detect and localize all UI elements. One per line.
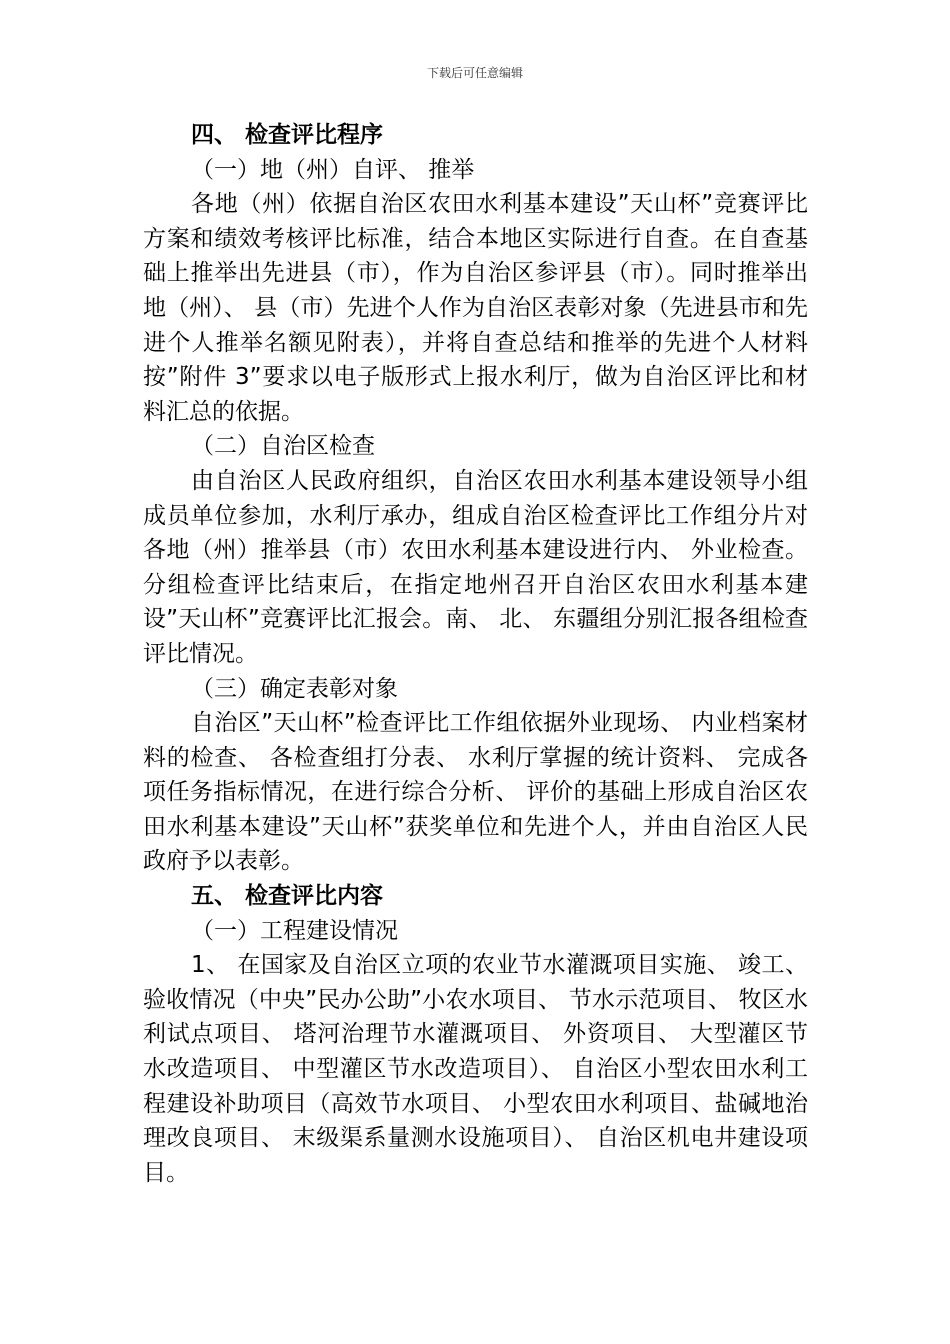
subsection-heading: （一）地（州）自评、 推举 xyxy=(191,156,475,183)
body-paragraph: 自治区”天山杯”检查评比工作组依据外业现场、 内业档案材料的检查、 各检查组打分表、 水利厅掌握的统计资料、 完成各项任务指标情况，在进行综合分析、 评价的基础上形成自治区农田水利基本建设”天山杯”获奖单位和先进个人，并由自治区人民政府予以表彰。 xyxy=(143,710,808,875)
section-heading: 五、 检查评比内容 xyxy=(191,883,384,910)
section-heading: 四、 检查评比程序 xyxy=(191,122,384,148)
document-body xyxy=(143,118,808,1190)
body-paragraph: 各地（州）依据自治区农田水利基本建设”天山杯”竞赛评比方案和绩效考核评比标准，结合本地区实际进行自查。在自查基础上推举出先进县（市），作为自治区参评县（市）。同时推举出地（州）、 县（市）先进个人作为自治区表彰对象（先进县市和先进个人推举名额见附表），并将自查总结和推举的先进个人材料按”附件 3”要求以电子版形式上报水利厅，做为自治区评比和材料汇总的依据。 xyxy=(143,191,808,425)
subsection-heading: （三）确定表彰对象 xyxy=(191,675,398,702)
body-paragraph: 由自治区人民政府组织，自治区农田水利基本建设领导小组成员单位参加，水利厅承办，组成自治区检查评比工作组分片对各地（州）推举县（市）农田水利基本建设进行内、 外业检查。分组检查评比结束后，在指定地州召开自治区农田水利基本建设”天山杯”竞赛评比汇报会。南、 北、 东疆组分别汇报各组检查评比情况。 xyxy=(143,467,808,667)
page-header: 下载后可任意编辑 xyxy=(426,66,523,80)
body-paragraph: 1、 在国家及自治区立项的农业节水灌溉项目实施、 竣工、验收情况（中央”民办公助”小农水项目、 节水示范项目、 牧区水利试点项目、 塔河治理节水灌溉项目、 外资项目、 大型灌区节水改造项目、 中型灌区节水改造项目）、 自治区小型农田水利工程建设补助项目（高效节水项目、 小型农田水利项目、盐碱地治理改良项目、 末级渠系量测水设施项目）、 自治区机电井建设项目。 xyxy=(143,952,808,1186)
subsection-heading: （一）工程建设情况 xyxy=(191,917,398,944)
subsection-heading: （二）自治区检查 xyxy=(191,433,375,460)
